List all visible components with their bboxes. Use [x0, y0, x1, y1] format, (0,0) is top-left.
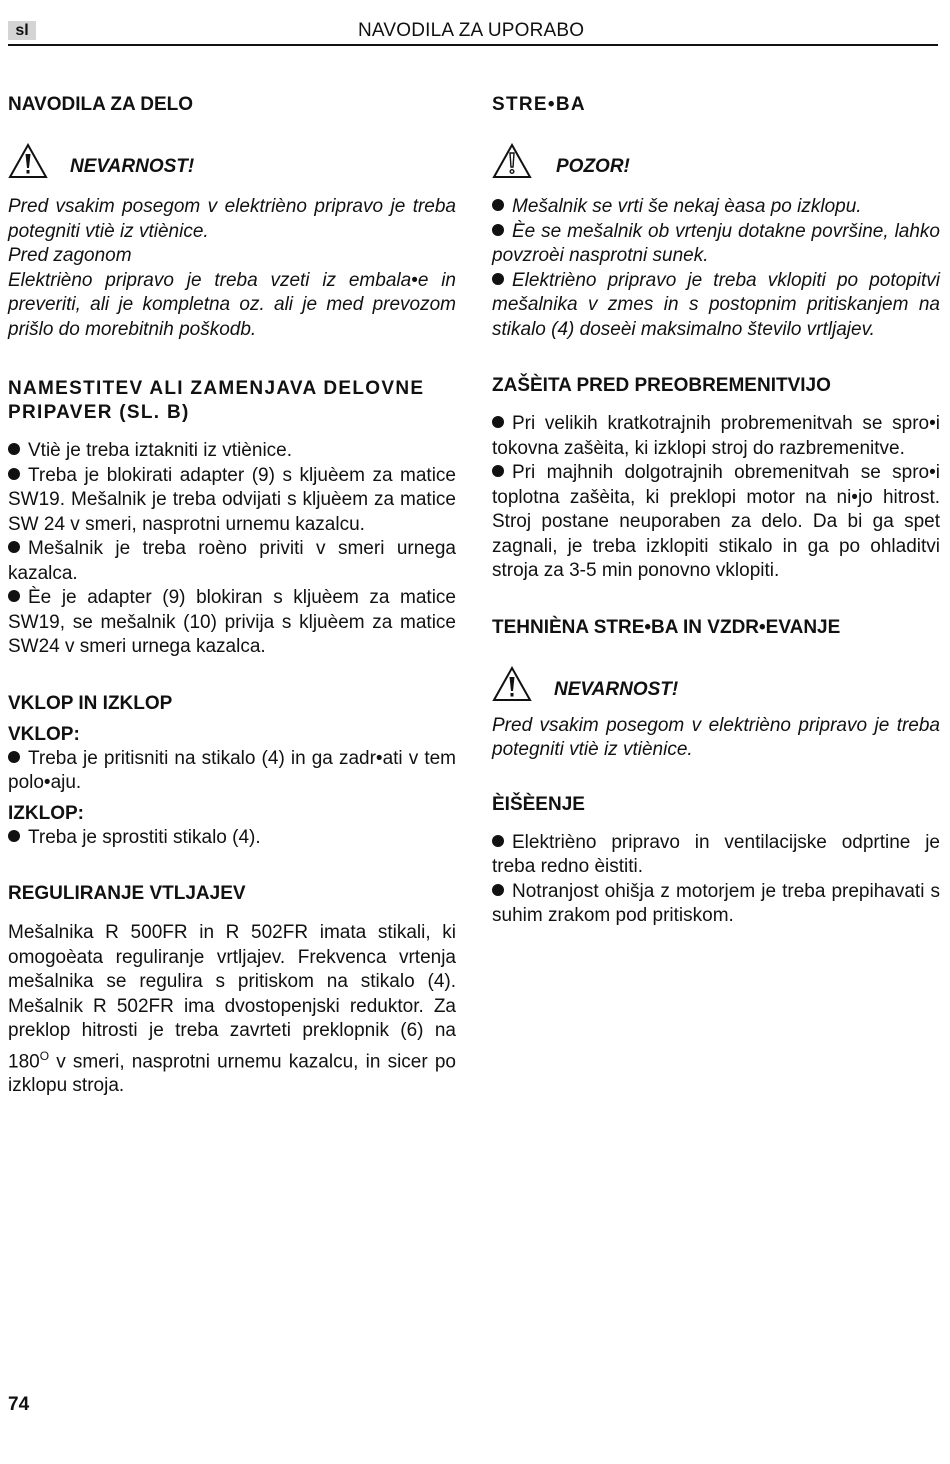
list-item: Notranjost ohišja z motorjem je treba prepihavati s suhim zrakom pod pritiskom.	[492, 880, 940, 926]
on-label: VKLOP:	[8, 723, 80, 745]
section-title-overload-protection: ZAŠÈITA PRED PREOBREMENITVIJO	[492, 375, 831, 396]
language-tag: sl	[8, 21, 36, 40]
tool-change-list	[8, 439, 456, 660]
danger-label: NEVARNOST!	[70, 156, 195, 177]
list-item: Mešalnik je treba roèno priviti v smeri urnega kazalca.	[8, 538, 456, 584]
section-title-line-2: PRIPAVER (SL. B)	[8, 402, 190, 423]
section-title-operation: STRE•BA	[492, 94, 586, 115]
danger-text: Pred vsakim posegom v elektrièno pripravo je treba potegniti vtiè iz vtiènice.	[492, 714, 940, 760]
danger-text: Pred vsakim posegom v elektrièno pripravo je treba potegniti vtiè iz vtiènice.	[8, 196, 456, 242]
section-title-on-off: VKLOP IN IZKLOP	[8, 692, 173, 714]
list-item: Treba je blokirati adapter (9) s kljuèem za matice SW19. Mešalnik je treba odvijati s kljuèem za matice SW 24 v smeri, nasprotni urnemu kazalcu.	[8, 464, 456, 535]
startup-text: Elektrièno pripravo je treba vzeti iz embala•e in preveriti, ali je kompletna oz. ali je med prevozom prišlo do morebitnih poškodb.	[8, 269, 456, 340]
list-item: Pri majhnih dolgotrajnih obremenitvah se spro•i toplotna zašèita, ki preklopi motor na ni•jo hitrost. Stroj postane neuporaben za delo. Da bi ga spet zagnali, je treba izklopiti stikalo in ga po ohladitvi stroja za 3-5 min ponovno vklopiti.	[492, 462, 940, 581]
list-item: Èe se mešalnik ob vrtenju dotakne površine, lahko povzroèi nasprotni sunek.	[492, 220, 940, 266]
list-item: Pri velikih kratkotrajnih probremenitvah se spro•i tokovna zašèita, ki izklopi stroj do razbremenitve.	[492, 413, 940, 459]
list-item: Elektrièno pripravo in ventilacijske odprtine je treba redno èistiti.	[492, 831, 940, 877]
danger-label: NEVARNOST!	[554, 678, 679, 700]
list-item: Èe je adapter (9) blokiran s kljuèem za matice SW19, se mešalnik (10) privija s kljuèem za matice SW24 v smeri urnega kazalca.	[8, 587, 456, 657]
section-title-speed-control: REGULIRANJE VTLJAJEV	[8, 883, 246, 904]
section-title-tool-change	[8, 377, 456, 425]
danger-warning-maintenance	[492, 662, 940, 702]
list-item: Elektrièno pripravo je treba vklopiti po potopitvi mešalnika v zmes in s postopnim pritiskanjem na stikalo (4) doseèi maksimalno število vrtljajev.	[492, 269, 940, 340]
right-column	[492, 92, 940, 929]
off-label: IZKLOP:	[8, 802, 84, 824]
section-title-maintenance: TEHNIÈNA STRE•BA IN VZDR•EVANJE	[492, 616, 841, 638]
off-text: Treba je sprostiti stikalo (4).	[8, 826, 456, 851]
section-title-line-1: NAMESTITEV ALI ZAMENJAVA DELOVNE	[8, 378, 425, 399]
left-column	[8, 92, 456, 1099]
warning-triangle-icon	[8, 143, 48, 179]
caution-list	[492, 195, 940, 342]
document-title: NAVODILA ZA UPORABO	[358, 20, 585, 41]
page-number: 74	[8, 1394, 30, 1415]
warning-triangle-icon	[492, 666, 532, 702]
on-text: Treba je pritisniti na stikalo (4) in ga zadr•ati v tem polo•aju.	[8, 747, 456, 793]
overload-list	[492, 412, 940, 584]
caution-warning	[492, 139, 940, 179]
warning-triangle-icon	[492, 143, 532, 179]
speed-control-text: Mešalnika R 500FR in R 502FR imata stikali, ki omogoèata reguliranje vrtljajev. Frekvenca vrtenja mešalnika se regulira s pritiskom na stikalo (4). Mešalnik R 502FR ima dvostopenjski reduktor. Za preklop hitrosti je treba zavrteti preklopnik (6) na $180^O$ v smeri, nasprotni urnemu kazalcu, in sicer po izklopu stroja.	[8, 922, 456, 1097]
danger-warning	[8, 139, 456, 179]
startup-heading: Pred zagonom	[8, 245, 132, 266]
section-title-cleaning: ÈIŠÈENJE	[492, 793, 585, 815]
section-title-instructions: NAVODILA ZA DELO	[8, 94, 194, 115]
page-header	[8, 18, 938, 46]
caution-label: POZOR!	[556, 156, 630, 177]
cleaning-list	[492, 831, 940, 929]
list-item: Mešalnik se vrti še nekaj èasa po izklopu.	[492, 195, 940, 220]
list-item: Vtiè je treba iztakniti iz vtiènice.	[8, 439, 456, 464]
degree-sign: O	[39, 1048, 50, 1063]
